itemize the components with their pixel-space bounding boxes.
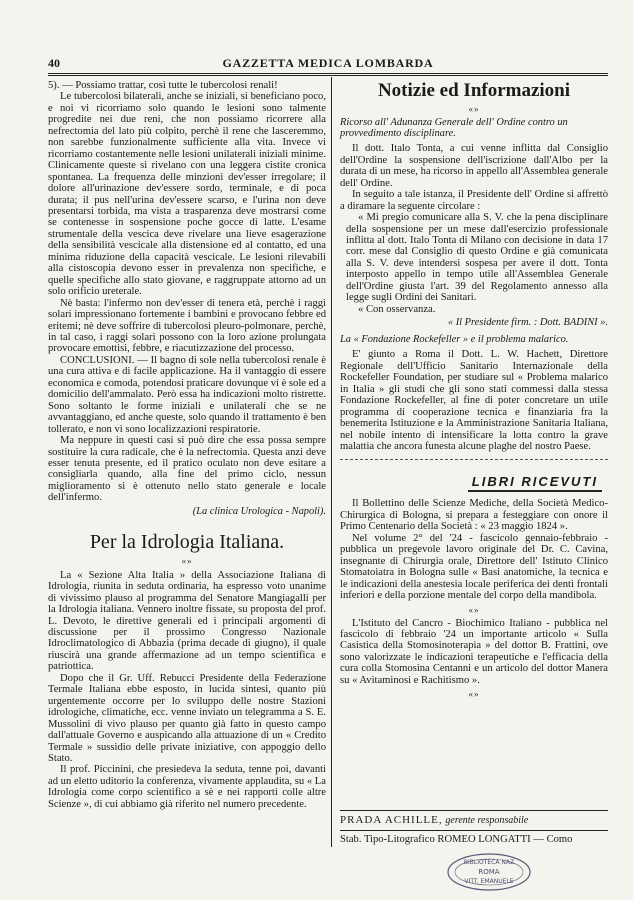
idrologia-section	[48, 531, 326, 811]
article-paragraph: Nè basta: l'infermo non dev'esser di tenera età, perchè i raggi solari impressionano fortemente i bambini e provocano febbre ed eritemi; nè deve soffrire di tubercolosi pleuro-polmonare, perchè, in tal caso, i raggi solari possono con la loro azione prolungata provocare emottisi, febbre, e riacutizzazione del processo.	[48, 297, 326, 355]
dashed-divider	[340, 459, 608, 466]
page-header	[48, 56, 608, 70]
article-paragraph: Le tubercolosi bilaterali, anche se iniziali, si beneficiano poco, e noi vi ricorriamo solo quando le lesioni sono talmente progredite nei due reni, che non possiamo ricorrere alla nefrectomia del lato più colpito, perchè il rene che lasceremmo, non sarebbe funzionalmente sufficiente alla vita. Invece vi ricorriamo costantemente nelle lesioni unilaterali iniziali minime. Clinicamente queste si rivelano con una leggera cistite cronica spontanea. La frequenza delle minzioni dev'esser irregolare; il dolore all'urinazione dev'essere sordo, terminale, e di poca durata; il pus nell'urina dev'essere scarso, e l'urina non deve presentarsi torbida, ma vista a trasparenza deve mostrarsi come se contenesse in sospensione poche gocce di latte. L'esame strumentale della vescica deve rivelare una lieve esagerazione della sensibilità vescicale alla distensione ed al contatto, ed una minima riduzione della capacità vescicale. Le lesioni rilevabili alla cistoscopia devono esser in prevalenza non specifiche, e quelle specifiche allo stato giovane, e raggruppate attorno ad un solo orificio ureterale.	[48, 91, 326, 298]
article-paragraph: CONCLUSIONI. — Il bagno di sole nella tubercolosi renale è una cura attiva e di facile applicazione. Ha il vantaggio di essere economica e comoda, potendosi praticare dovunque vi è sole ed a domicilio dell'ammalato. Però essa ha indicazioni molto ristrette. Sono soltanto le forme iniziali e unilaterali che se ne avvantaggiano, ed anche queste, solo quando il trattamento è ben tollerato, e non vi sono localizzazioni respiratorie.	[48, 354, 326, 435]
libri-banner	[340, 474, 608, 492]
left-column	[48, 80, 326, 810]
idrologia-paragraph: La « Sezione Alta Italia » della Associazione Italiana di Idrologia, riunita in seduta ordinaria, ha espresso voto unanime di vivissimo plauso al programma del Senatore Mangiagalli per la Idrologia italiana. Vennero inoltre fissate, su proposta del prof. L. Devoto, le direttive generali ed i principali argomenti di discussione per il prossimo Congresso Nazionale Idroclimatologico di Abbazia (prima decade di giugno), il quale riuscirà una grande affermazione ad un tempo scientifica e patriottica.	[48, 569, 326, 673]
column-divider	[331, 77, 332, 847]
responsible-role: gerente responsabile	[445, 815, 529, 826]
section-separator: «»	[468, 689, 480, 700]
responsible-name: PRADA ACHILLE,	[340, 814, 443, 826]
article-paragraph: Ma neppure in questi casi si può dire che essa possa sempre sostituire la cura radicale, che è la nefrectomia. Questa anzi deve esser tenuta presente, ed il pratico oculato non deve esitare a consigliarla quando, alla fine del primo ciclo, nessun miglioramento si è ottenuto nello stato generale e locale dell'infermo.	[48, 435, 326, 504]
ricorso-heading: Ricorso all' Adunanza Generale dell' Ordine contro un provvedimento disciplinare.	[340, 117, 568, 140]
tubercolosi-article	[48, 80, 326, 517]
section-separator: «»	[468, 104, 480, 114]
libri-paragraph: L'Istituto del Cancro - Biochimico Italiano - pubblica nel fascicolo di febbraio '24 un importante articolo « Sulla Casistica della Stomosinoterapia » del dottor B. Frattini, ove sono valorizzate le indicazioni terapeutiche e l'efficacia della cura colla Stomosina Centanni e un articolo del dottor Manera su « Avitaminosi e Rachitismo ».	[340, 617, 608, 686]
idrologia-title: Per la Idrologia Italiana.	[89, 530, 285, 553]
libri-paragraph: Nel volume 2° del '24 - fascicolo gennaio-febbraio - pubblica un pregevole lavoro originale del Dr. C. Cavina, insegnante di Chirurgia orale, Direttore dell' Istituto Clinico Stomatoiatra in Bologna sulle « Basi anatomiche, la tecnica e le indicazioni della anestesia locale periferica dei denti frontali inferiori e della porzione mentale del corpo della mandibola.	[340, 532, 608, 602]
footer-responsible	[340, 814, 608, 826]
circolare-signature: « Il Presidente firm. : Dott. BADINI ».	[447, 317, 608, 329]
idrologia-paragraph: Dopo che il Gr. Uff. Rebucci Presidente della Federazione Termale Italiana ebbe esposto, in lucida sintesi, quanto più urgentemente occorre per lo sviluppo delle nostre Stazioni idrologiche, climatiche, ecc. venne inviato un telegramma a S. E. Mussolini di vivo plauso per quanto già fatto in questo campo dall'attuale Governo e auspicando alla attuazione di un « Credito Termale » sussidio delle private iniziative, con appoggio dello Stato.	[48, 672, 326, 765]
circolare-paragraph: « Mi pregio comunicare alla S. V. che la pena disciplinare della sospensione per un mese dall'esercizio professionale inflitta al dott. Italo Tonta di Milano con decisione in data 17 corr. mese dal Consiglio di questo Ordine e già comunicata alla S. V. deve intendersi sospesa per avere il dott. Tonta interposto appello in tempo utile all'Assemblea Generale dell'Ordine giusta l'art. 39 del Regolamento annesso alla legge sugli Ordini dei Sanitari.	[346, 212, 608, 304]
right-column	[340, 80, 608, 699]
stamp-line: BIBLIOTECA NAZ	[463, 859, 515, 866]
library-stamp	[446, 852, 532, 892]
libri-title: LIBRI RICEVUTI	[468, 474, 602, 492]
journal-title: GAZZETTA MEDICA LOMBARDA	[222, 56, 434, 70]
notizie-section	[340, 80, 608, 452]
page-number: 40	[48, 56, 60, 70]
footer-mid-rule	[340, 830, 608, 831]
footer-top-rule	[340, 810, 608, 811]
libri-paragraph: Il Bollettino delle Scienze Mediche, della Società Medico-Chirurgica di Bologna, si prepara a festeggiare con onore il Primo Centenario della Società : « 23 maggio 1824 ».	[340, 498, 608, 533]
ricorso-paragraph: Il dott. Italo Tonta, a cui venne inflitta dal Consiglio dell'Ordine la sospensione dell'iscrizione dall'Albo per la durata di un mese, ha ricorso in appello all'Assemblea generale dell' Ordine.	[340, 143, 608, 189]
header-rule-thin	[48, 75, 608, 76]
ricorso-paragraph: In seguito a tale istanza, il Presidente dell' Ordine si affrettò a diramare la seguente circolare :	[340, 189, 608, 212]
article-signature: (La clinica Urologica - Napoli).	[192, 505, 326, 517]
stamp-line: VITT. EMANUELE	[464, 878, 514, 885]
idrologia-paragraph: Il prof. Piccinini, che presiedeva la seduta, tenne poi, davanti ad un eletto uditorio la conferenza, vivamente applaudita, su « La Idrologia come corpo scientifico a sè e nei rapporti colle altre Scienze », di cui abbiamo già riferito nel numero precedente.	[48, 764, 326, 810]
section-separator: «»	[468, 604, 480, 615]
circolare-paragraph: « Con osservanza.	[358, 303, 436, 315]
article-paragraph: 5). — Possiamo trattar, così tutte le tubercolosi renali!	[48, 80, 278, 91]
libri-section	[340, 474, 608, 699]
stamp-line: ROMA	[478, 868, 500, 876]
rockefeller-paragraph: E' giunto a Roma il Dott. L. W. Hachett, Direttore Regionale dell'Ufficio Sanitario Internazionale della Rockefeller Foundation, per studiare sul « Problema malarico in Italia » gli studi che gli sono stati commessi dalla stessa Fondazione Rockefeller, al fine di poter concretare un utile programma di cooperazione tecnica e finanziaria fra la benemerita Istituzione e la Amministrazione Sanitaria Italiana, nel nobile intento di intensificare la lotta contro la grave malattia che ancora funesta alcune plaghe del nostro Paese.	[340, 349, 608, 453]
footer-printer: Stab. Tipo-Litografico ROMEO LONGATTI — Como	[340, 834, 573, 845]
header-rule	[48, 73, 608, 74]
notizie-title: Notizie ed Informazioni	[377, 80, 571, 101]
section-separator: «»	[181, 555, 193, 566]
rockefeller-heading: La « Fondazione Rockefeller » e il problema malarico.	[340, 334, 569, 346]
circolare-quote	[340, 212, 608, 315]
